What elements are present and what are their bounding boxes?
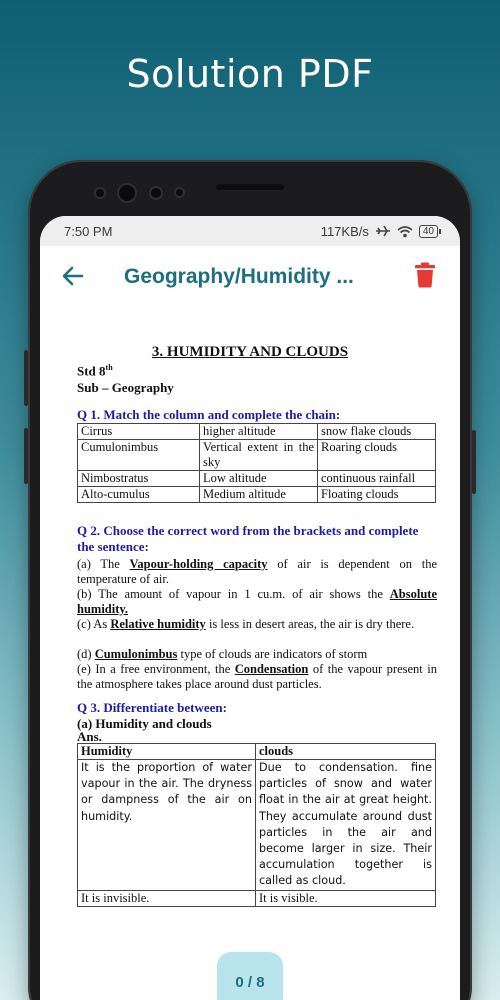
table-row bbox=[78, 471, 436, 487]
subject-label: Sub – Geography bbox=[77, 380, 174, 395]
answer-text: of the vapour present in the atmosphere takes place around dust particles. bbox=[77, 662, 437, 691]
table-row bbox=[78, 424, 436, 440]
sensor-dot bbox=[176, 189, 183, 196]
answer-text: (b) The amount of vapour in 1 cu.m. of air shows the bbox=[77, 587, 390, 601]
table-cell: Cumulonimbus bbox=[78, 440, 200, 471]
standard-label bbox=[77, 363, 113, 379]
airplane-signal-icon bbox=[375, 224, 391, 238]
volume-button bbox=[24, 350, 28, 406]
table-row bbox=[78, 890, 436, 906]
table-cell: Alto-cumulus bbox=[78, 487, 200, 503]
question-2-heading: Q 2. Choose the correct word from the brackets and complete the sentence: bbox=[77, 523, 419, 554]
answer-text: of air is dependent on the temperature of air. bbox=[77, 557, 437, 586]
phone-frame bbox=[28, 160, 472, 1000]
answer-keyword: Cumulonimbus bbox=[94, 647, 178, 661]
answer-d bbox=[77, 647, 437, 662]
table-header: Humidity bbox=[78, 744, 256, 760]
back-arrow-icon[interactable] bbox=[60, 263, 86, 289]
table-cell: Vertical extent in the sky bbox=[200, 440, 318, 471]
wifi-icon bbox=[397, 225, 413, 238]
match-table bbox=[77, 423, 436, 503]
table-cell: Medium altitude bbox=[200, 487, 318, 503]
table-cell: It is visible. bbox=[256, 890, 436, 906]
answer-c bbox=[77, 617, 437, 632]
answer-text: (e) In a free environment, the bbox=[77, 662, 235, 676]
answer-e bbox=[77, 662, 437, 692]
answer-keyword: Absolute humidity. bbox=[77, 587, 437, 616]
answer-keyword: Condensation bbox=[234, 662, 309, 676]
page-indicator[interactable]: 0 / 8 bbox=[217, 952, 283, 1000]
table-cell: Low altitude bbox=[200, 471, 318, 487]
trash-icon[interactable] bbox=[414, 262, 436, 288]
power-button bbox=[472, 430, 476, 494]
promo-title: Solution PDF bbox=[126, 52, 374, 96]
pdf-page[interactable] bbox=[40, 308, 460, 1000]
answer-keyword: Vapour-holding capacity bbox=[129, 557, 268, 571]
answer-text: type of clouds are indicators of storm bbox=[177, 647, 368, 661]
sensor-dot bbox=[151, 188, 161, 198]
front-camera bbox=[119, 185, 135, 201]
table-row bbox=[78, 487, 436, 503]
question-1-heading: Q 1. Match the column and complete the chain: bbox=[77, 407, 341, 422]
table-header: clouds bbox=[256, 744, 436, 760]
difference-table bbox=[77, 743, 436, 907]
answer-b bbox=[77, 587, 437, 617]
answer-text: (d) bbox=[77, 647, 95, 661]
app-title: Geography/Humidity ... bbox=[124, 265, 354, 288]
table-row bbox=[78, 440, 436, 471]
table-cell: Due to condensation. fine particles of snow and water float in the air at great height. They accumulate around dust particles in the air and become larger in size. Their accumulation together is called as cloud. bbox=[256, 760, 436, 891]
document-title: 3. HUMIDITY AND CLOUDS bbox=[151, 344, 349, 360]
status-time: 7:50 PM bbox=[64, 223, 113, 239]
table-cell: It is invisible. bbox=[78, 890, 256, 906]
standard-text: Std 8 bbox=[77, 363, 106, 379]
phone-screen bbox=[40, 216, 460, 1000]
answer-text: (c) As bbox=[77, 617, 111, 631]
table-row bbox=[78, 744, 436, 760]
table-cell: Cirrus bbox=[78, 424, 200, 440]
answer-a bbox=[77, 557, 437, 587]
table-cell: continuous rainfall bbox=[318, 471, 436, 487]
table-cell: It is the proportion of water vapour in the air. The dryness or dampness of the air on humidity. bbox=[78, 760, 256, 891]
battery-icon: 40 bbox=[419, 225, 438, 238]
table-row bbox=[78, 760, 436, 891]
question-3-subheading: (a) Humidity and clouds bbox=[77, 716, 212, 731]
network-speed: 117KB/s bbox=[320, 223, 369, 239]
sensor-dot bbox=[96, 189, 104, 197]
answer-text: (a) The bbox=[77, 557, 130, 571]
standard-superscript: th bbox=[105, 363, 113, 372]
table-cell: Roaring clouds bbox=[318, 440, 436, 471]
question-3-heading: Q 3. Differentiate between: bbox=[77, 700, 227, 715]
answer-keyword: Relative humidity bbox=[110, 617, 206, 631]
volume-button bbox=[24, 428, 28, 484]
answer-label: Ans. bbox=[77, 729, 102, 744]
table-cell: Floating clouds bbox=[318, 487, 436, 503]
table-cell: Nimbostratus bbox=[78, 471, 200, 487]
status-bar bbox=[40, 216, 460, 246]
app-bar bbox=[40, 246, 460, 308]
earpiece-speaker bbox=[216, 184, 284, 190]
answer-text: is less in desert areas, the air is dry there. bbox=[205, 617, 415, 631]
table-cell: higher altitude bbox=[200, 424, 318, 440]
table-cell: snow flake clouds bbox=[318, 424, 436, 440]
